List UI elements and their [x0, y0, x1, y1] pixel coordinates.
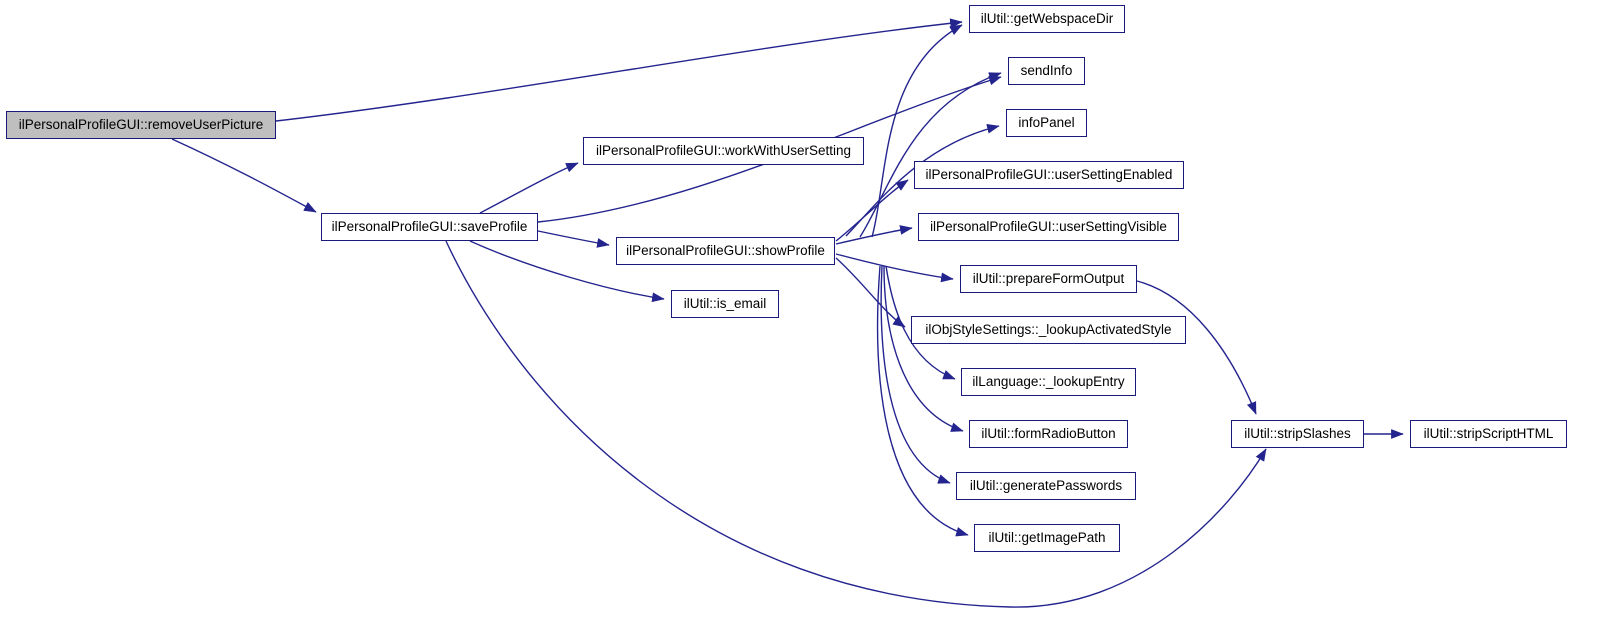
node-label: ilPersonalProfileGUI::userSettingEnabled [925, 167, 1173, 183]
edge-saveProfile-workWithUserSetting [480, 163, 578, 213]
node-sendInfo[interactable] [1008, 57, 1085, 85]
edge-saveProfile-stripSlashes [446, 241, 1266, 607]
node-label: ilUtil::getWebspaceDir [980, 11, 1114, 27]
edge-showProfile-userSettingEnabled [836, 180, 908, 241]
node-label: ilUtil::stripSlashes [1244, 426, 1351, 442]
edge-showProfile-generatePasswords [881, 266, 950, 483]
node-label: ilPersonalProfileGUI::showProfile [626, 243, 825, 259]
node-lookupEntry[interactable] [961, 368, 1136, 396]
node-getImagePath[interactable] [974, 524, 1120, 552]
node-label: ilPersonalProfileGUI::removeUserPicture [18, 117, 264, 133]
node-prepareFormOutput[interactable] [960, 265, 1137, 293]
node-infoPanel[interactable] [1006, 109, 1087, 137]
edge-showProfile-formRadioButton [884, 266, 963, 431]
edge-showProfile-userSettingVisible [836, 228, 912, 244]
edge-saveProfile-showProfile [538, 231, 609, 245]
edge-prepareFormOutput-stripSlashes [1137, 281, 1256, 414]
node-label: ilPersonalProfileGUI::userSettingVisible [930, 219, 1167, 235]
node-generatePasswords[interactable] [956, 472, 1136, 500]
node-label: ilObjStyleSettings::_lookupActivatedStyle [925, 322, 1172, 338]
edge-removeUserPicture-getWebspaceDir [276, 22, 962, 121]
node-label: ilUtil::generatePasswords [969, 478, 1123, 494]
edge-showProfile-lookupActivatedStyle [836, 258, 905, 327]
node-label: ilUtil::getImagePath [988, 530, 1106, 546]
node-getWebspaceDir[interactable] [969, 5, 1125, 33]
node-userSettingEnabled[interactable] [914, 161, 1184, 189]
node-userSettingVisible[interactable] [918, 213, 1179, 241]
node-stripSlashes[interactable] [1231, 420, 1364, 448]
node-label: ilUtil::is_email [683, 296, 767, 312]
node-label: ilUtil::formRadioButton [981, 426, 1116, 442]
node-showProfile[interactable] [616, 237, 835, 265]
node-is_email[interactable] [671, 290, 779, 318]
node-label: sendInfo [1020, 63, 1073, 79]
node-label: ilPersonalProfileGUI::workWithUserSetting [595, 143, 852, 159]
node-workWithUserSetting[interactable] [583, 137, 864, 165]
node-saveProfile[interactable] [321, 213, 538, 241]
node-label: ilLanguage::_lookupEntry [972, 374, 1125, 390]
edge-showProfile-getImagePath [878, 266, 968, 535]
node-lookupActivatedStyle[interactable] [911, 316, 1186, 344]
node-removeUserPicture[interactable] [6, 111, 276, 139]
node-formRadioButton[interactable] [969, 420, 1128, 448]
node-label: ilUtil::prepareFormOutput [972, 271, 1125, 287]
edge-removeUserPicture-saveProfile [172, 139, 316, 212]
node-label: ilPersonalProfileGUI::saveProfile [331, 219, 528, 235]
edge-showProfile-getWebspaceDir [872, 25, 962, 237]
node-label: infoPanel [1018, 115, 1075, 131]
node-stripScriptHTML[interactable] [1410, 420, 1567, 448]
edge-showProfile-prepareFormOutput [836, 254, 953, 279]
node-label: ilUtil::stripScriptHTML [1423, 426, 1554, 442]
